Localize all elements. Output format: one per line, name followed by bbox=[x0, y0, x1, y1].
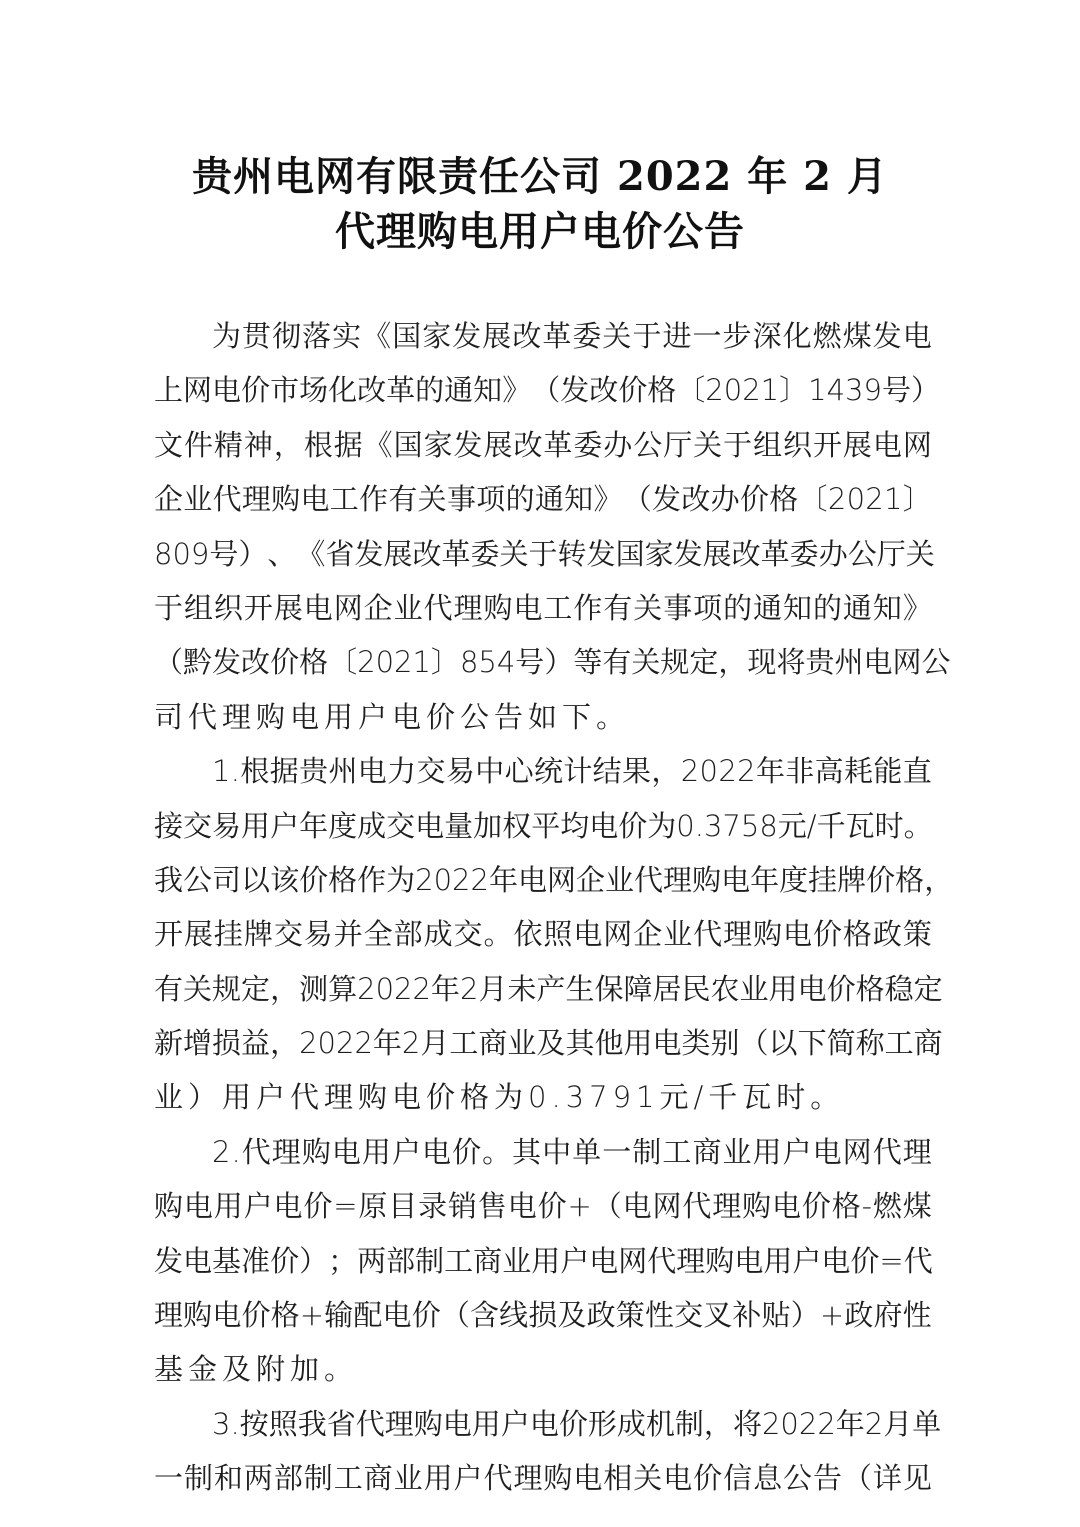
paragraph-item-1-line: 接 交 易 用 户 年 度 成 交 电 量 加 权 平 均 电 价 为 0 . 3 7 5 8 元 / 千 瓦 时 。 bbox=[154, 808, 933, 843]
paragraph-item-2-line: 2 . 代 理 购 电 用 户 电 价 。 其 中 单 一 制 工 商 业 用 户 电 网 代 理 bbox=[212, 1134, 932, 1169]
paragraph-preamble-line: 企 业 代 理 购 电 工 作 有 关 事 项 的 通 知 》 （ 发 改 办 价 格 〔 2 0 2 1 〕 bbox=[154, 482, 932, 517]
paragraph-item-2-line: 基金及附加。 bbox=[154, 1352, 359, 1387]
paragraph-item-1-line: 我 公 司 以 该 价 格 作 为 2 0 2 2 年 电 网 企 业 代 理 购 电 年 度 挂 牌 价 格 ， bbox=[154, 862, 954, 897]
paragraph-item-1-line: 业）用户代理购电价格为0.3791元/千瓦时。 bbox=[154, 1080, 845, 1115]
paragraph-item-2-line: 发 电 基 准 价 ） ； 两 部 制 工 商 业 用 户 电 网 代 理 购 电 用 户 电 价 = 代 bbox=[154, 1243, 933, 1278]
paragraph-preamble-line: 8 0 9 号 ） 、 《 省 发 展 改 革 委 关 于 转 发 国 家 发 展 改 革 委 办 公 厅 关 bbox=[154, 536, 935, 571]
paragraph-preamble-line: 于 组 织 开 展 电 网 企 业 代 理 购 电 工 作 有 关 事 项 的 通 知 的 通 知 》 bbox=[154, 590, 932, 625]
paragraph-item-1-line: 开 展 挂 牌 交 易 并 全 部 成 交 。 依 照 电 网 企 业 代 理 购 电 价 格 政 策 bbox=[154, 917, 932, 952]
paragraph-preamble-line: 文 件 精 神 ， 根 据 《 国 家 发 展 改 革 委 办 公 厅 关 于 组 织 开 展 电 网 bbox=[154, 427, 932, 462]
paragraph-item-1-line: 新 增 损 益 ， 2 0 2 2 年 2 月 工 商 业 及 其 他 用 电 类 别 （ 以 下 简 称 工 商 bbox=[154, 1026, 943, 1061]
paragraph-preamble-line: （ 黔 发 改 价 格 〔 2 0 2 1 〕 8 5 4 号 ） 等 有 关 规 定 ， 现 将 贵 州 电 网 公 bbox=[154, 645, 951, 680]
paragraph-item-2-line: 理 购 电 价 格 + 输 配 电 价 （ 含 线 损 及 政 策 性 交 叉 补 贴 ） + 政 府 性 bbox=[154, 1298, 932, 1333]
document-body bbox=[154, 316, 954, 1513]
paragraph-item-1-line: 1 . 根 据 贵 州 电 力 交 易 中 心 统 计 结 果 ， 2 0 2 2 年 非 高 耗 能 直 bbox=[212, 754, 932, 789]
paragraph-preamble-line: 为 贯 彻 落 实 《 国 家 发 展 改 革 委 关 于 进 一 步 深 化 燃 煤 发 电 bbox=[212, 319, 932, 353]
paragraph-item-1-line: 有 关 规 定 ， 测 算 2 0 2 2 年 2 月 未 产 生 保 障 居 民 农 业 用 电 价 格 稳 定 bbox=[154, 971, 943, 1006]
paragraph-item-2-line: 购 电 用 户 电 价 = 原 目 录 销 售 电 价 + （ 电 网 代 理 购 电 价 格 - 燃 煤 bbox=[154, 1189, 932, 1224]
paragraph-preamble-line: 司代理购电用户电价公告如下。 bbox=[154, 699, 631, 734]
document-title-line-2: 代理购电用户电价公告 bbox=[335, 208, 745, 255]
paragraph-item-3-line: 一 制 和 两 部 制 工 商 业 用 户 代 理 购 电 相 关 电 价 信 息 公 告 （ 详 见 bbox=[154, 1461, 932, 1496]
paragraph-preamble-line: 上 网 电 价 市 场 化 改 革 的 通 知 》 （ 发 改 价 格 〔 2 0 2 1 〕 1 4 3 9 号 ） bbox=[154, 373, 940, 408]
paragraph-item-3-line: 3 . 按 照 我 省 代 理 购 电 用 户 电 价 形 成 机 制 ， 将 2 0 2 2 年 2 月 单 bbox=[212, 1406, 942, 1441]
document-title-line-1: 贵州电网有限责任公司 2022 年 2 月 bbox=[192, 153, 888, 200]
